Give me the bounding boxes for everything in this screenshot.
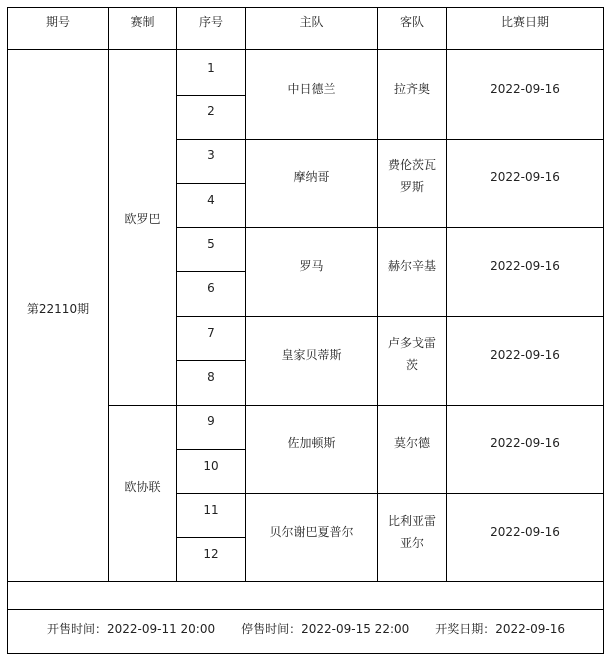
away-team-line: 卢多戈雷	[387, 336, 436, 350]
issue-number: 第22110期	[26, 302, 90, 316]
away-team	[378, 430, 446, 456]
home-team: 皇家贝蒂斯	[281, 348, 342, 362]
match-date: 2022-09-16	[490, 82, 560, 96]
away-team-line: 比利亚雷	[387, 514, 436, 528]
sale-stop-time: 停售时间：2022-09-15 22:00	[241, 621, 410, 636]
header-away: 客队	[399, 15, 424, 29]
header-date: 比赛日期	[500, 15, 549, 29]
match-date: 2022-09-16	[490, 170, 560, 184]
away-team-line: 拉齐奥	[393, 82, 430, 96]
away-team	[378, 508, 446, 556]
home-team: 罗马	[299, 259, 324, 273]
serial-cell: 10	[203, 459, 219, 473]
match-date: 2022-09-16	[490, 436, 560, 450]
away-team-line: 茨	[405, 358, 418, 372]
home-team: 中日德兰	[287, 82, 336, 96]
match-date: 2022-09-16	[490, 348, 560, 362]
serial-cell: 7	[207, 326, 215, 340]
match-date: 2022-09-16	[490, 525, 560, 539]
sale-start-time: 开售时间：2022-09-11 20:00	[46, 621, 216, 636]
serial-cell: 11	[203, 503, 219, 517]
serial-cell: 1	[207, 61, 215, 75]
away-team	[378, 152, 446, 200]
header-issue: 期号	[45, 15, 70, 29]
serial-cell: 5	[207, 237, 215, 251]
away-team-line: 亚尔	[399, 536, 424, 550]
header-format: 赛制	[130, 15, 155, 29]
serial-cell: 2	[207, 104, 215, 118]
away-team-line: 莫尔德	[393, 436, 430, 450]
format-conference: 欧协联	[124, 480, 161, 494]
header-home: 主队	[299, 15, 324, 29]
serial-cell: 6	[207, 281, 215, 295]
home-team: 佐加顿斯	[287, 436, 336, 450]
serial-cell: 4	[207, 193, 215, 207]
serial-cell: 12	[203, 547, 219, 561]
away-team	[378, 330, 446, 378]
serial-cell: 3	[207, 148, 215, 162]
serial-cell: 8	[207, 370, 215, 384]
away-team-line: 费伦茨瓦	[387, 158, 436, 172]
away-team	[378, 76, 446, 102]
away-team-line: 赫尔辛基	[387, 259, 436, 273]
away-team	[378, 253, 446, 279]
draw-date: 开奖日期：2022-09-16	[435, 621, 566, 636]
format-europa: 欧罗巴	[124, 212, 161, 226]
away-team-line: 罗斯	[399, 180, 424, 194]
home-team: 摩纳哥	[293, 170, 330, 184]
serial-cell: 9	[207, 414, 215, 428]
home-team: 贝尔谢巴夏普尔	[269, 525, 354, 539]
sale-info-footer	[8, 608, 604, 648]
header-serial: 序号	[198, 15, 223, 29]
match-date: 2022-09-16	[490, 259, 560, 273]
